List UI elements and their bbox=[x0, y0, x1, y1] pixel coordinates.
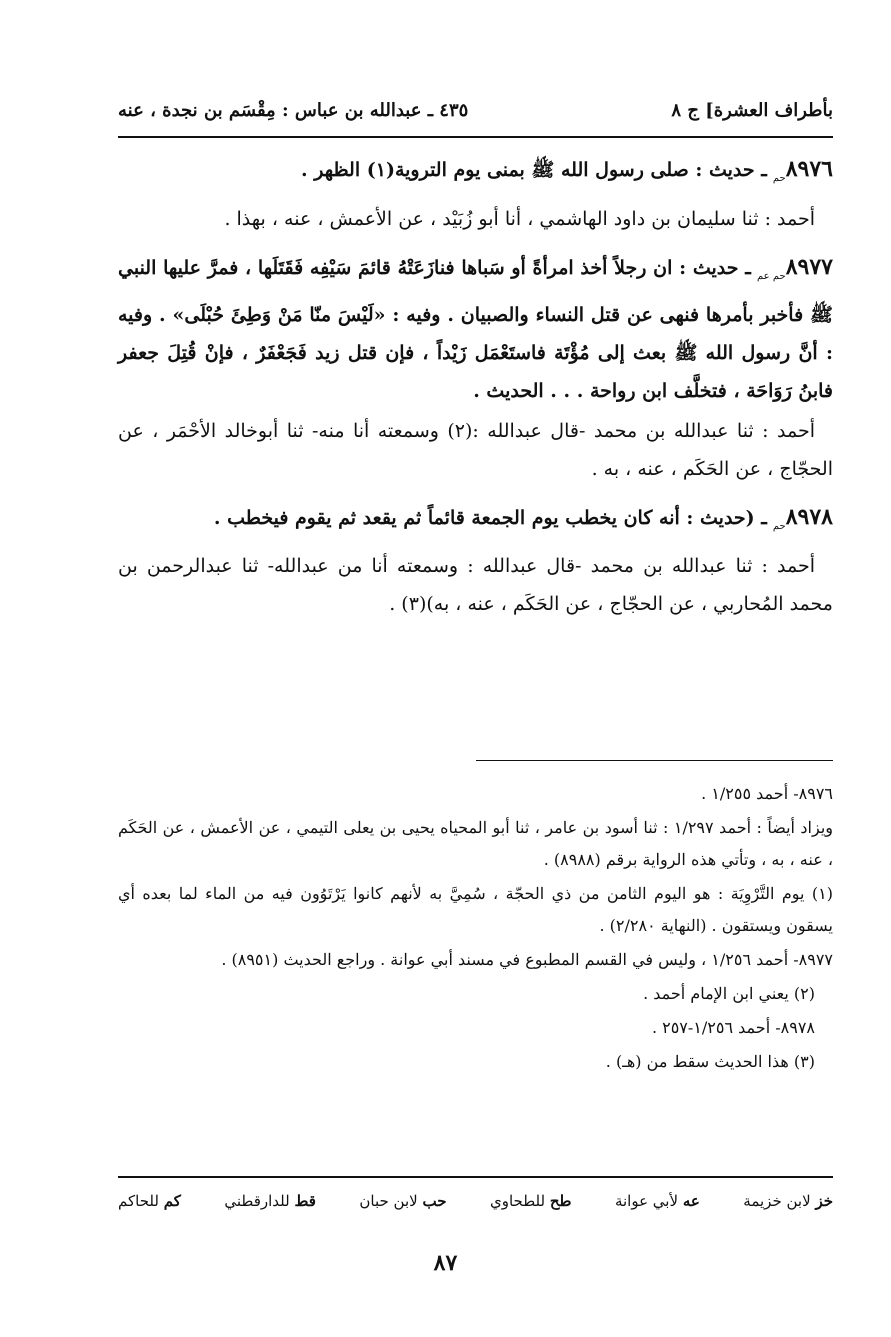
abbreviation-key bbox=[118, 1192, 833, 1210]
hadith-number: ٨٩٧٨ bbox=[785, 503, 833, 530]
abbreviation-item: عه لأبي عوانة bbox=[614, 1192, 700, 1210]
hadith-matn: ـ (حديث : أنه كان يخطب يوم الجمعة قائماً ثم يقعد ثم يقوم فيخطب . bbox=[213, 506, 767, 529]
footnote: ٨٩٧٨- أحمد ١/٢٥٦-٢٥٧ . bbox=[651, 1018, 815, 1037]
running-header bbox=[118, 90, 833, 130]
abbreviation-item: كم للحاكم bbox=[118, 1192, 181, 1210]
footnote: (٢) يعني ابن الإمام أحمد . bbox=[643, 984, 815, 1003]
header-book-volume: بأطراف العشرة] ج ٨ bbox=[671, 99, 833, 121]
hadith-text bbox=[118, 248, 833, 410]
footnote: ٨٩٧٧- أحمد ١/٢٥٦ ، وليس في القسم المطبوع في مسند أبي عوانة . وراجع الحديث (٨٩٥١) . bbox=[221, 950, 833, 969]
footnote: (١) يوم التَّرْوِيَة : هو اليوم الثامن من ذي الحجّة ، سُمِيَّ به لأنهم كانوا يَرْتَوُون فيه من الماء لما بعده أي يسقون ويستقون . (النهاية ٢/٢٨٠) . bbox=[118, 884, 833, 935]
source-mark: حم bbox=[772, 172, 786, 184]
hadith-number: ٨٩٧٦ bbox=[785, 156, 833, 182]
main-text bbox=[118, 150, 833, 633]
hadith-entry bbox=[118, 150, 833, 238]
footnote: ويزاد أيضاً : أحمد ١/٢٩٧ : ثنا أسود بن عامر ، ثنا أبو المحياه يحيى بن يعلى التيمي ، عن الأعمش ، عن الحَكَم ، عنه ، به ، وتأتي هذه الرواية برقم (٨٩٨٨) . bbox=[118, 818, 834, 869]
isnad: أحمد : ثنا عبدالله بن محمد -قال عبدالله :(٢) وسمعته أنا منه- ثنا أبوخالد الأحْمَر ، عن الحجّاج ، عن الحَكَم ، عنه ، به . bbox=[118, 419, 833, 480]
abbreviation-item: حب لابن حبان bbox=[359, 1192, 447, 1210]
footnote: ٨٩٧٦- أحمد ١/٢٥٥ . bbox=[701, 784, 833, 803]
hadith-entry bbox=[118, 498, 833, 624]
hadith-number: ٨٩٧٧ bbox=[785, 253, 833, 280]
hadith-matn: ـ حديث : ان رجلاً أخذ امرأةً أو سَباها فنازَعَتْهُ قائمَ سَيْفِه فَقَتَلَها ، فمرَّ عليها النبي ﷺ فأخبر بأمرها فنهى عن قتل النساء والصبيان . وفيه : «لَيْسَ منّا مَنْ وَطِئَ حُبْلَى» . وفيه : أنَّ رسول الله ﷺ بعث إلى مُؤْتَة فاستَعْمَل زَيْداً ، فإن قتل زيد فَجَعْفَرٌ ، فإنْ قُتِلَ جعفر فابنُ رَوَاحَة ، فتخلَّف ابن رواحة . . . الحديث . bbox=[118, 256, 833, 402]
isnad: أحمد : ثنا سليمان بن داود الهاشمي ، أنا أبو زُبَيْد ، عن الأعمش ، عنه ، بهذا . bbox=[224, 207, 815, 230]
hadith-text bbox=[118, 498, 833, 546]
abbreviation-item: طح للطحاوي bbox=[489, 1192, 572, 1210]
footnotes bbox=[118, 778, 833, 1080]
hadith-matn: ـ حديث : صلى رسول الله ﷺ بمنى يوم التروية(١) الظهر . bbox=[301, 159, 767, 181]
footer-rule bbox=[118, 1176, 833, 1178]
abbreviation-item: خز لابن خزيمة bbox=[743, 1192, 833, 1210]
abbreviation-item: قط للدارقطني bbox=[224, 1192, 316, 1210]
footnote-separator bbox=[476, 760, 833, 761]
source-mark: حم عم bbox=[756, 270, 786, 282]
header-rule bbox=[118, 136, 833, 138]
footnote: (٣) هذا الحديث سقط من (هـ) . bbox=[605, 1052, 815, 1071]
isnad: أحمد : ثنا عبدالله بن محمد -قال عبدالله : وسمعته أنا من عبدالله- ثنا عبدالرحمن بن محمد المُحاربي ، عن الحجّاج ، عن الحَكَم ، عنه ، به)(٣) . bbox=[118, 555, 833, 616]
hadith-text bbox=[118, 150, 833, 198]
page-number: ٨٧ bbox=[433, 1250, 458, 1276]
header-chapter: ٤٣٥ ـ عبدالله بن عباس : مِقْسَم بن نجدة ، عنه bbox=[118, 99, 469, 121]
source-mark: حم bbox=[772, 520, 786, 532]
hadith-entry bbox=[118, 248, 833, 488]
